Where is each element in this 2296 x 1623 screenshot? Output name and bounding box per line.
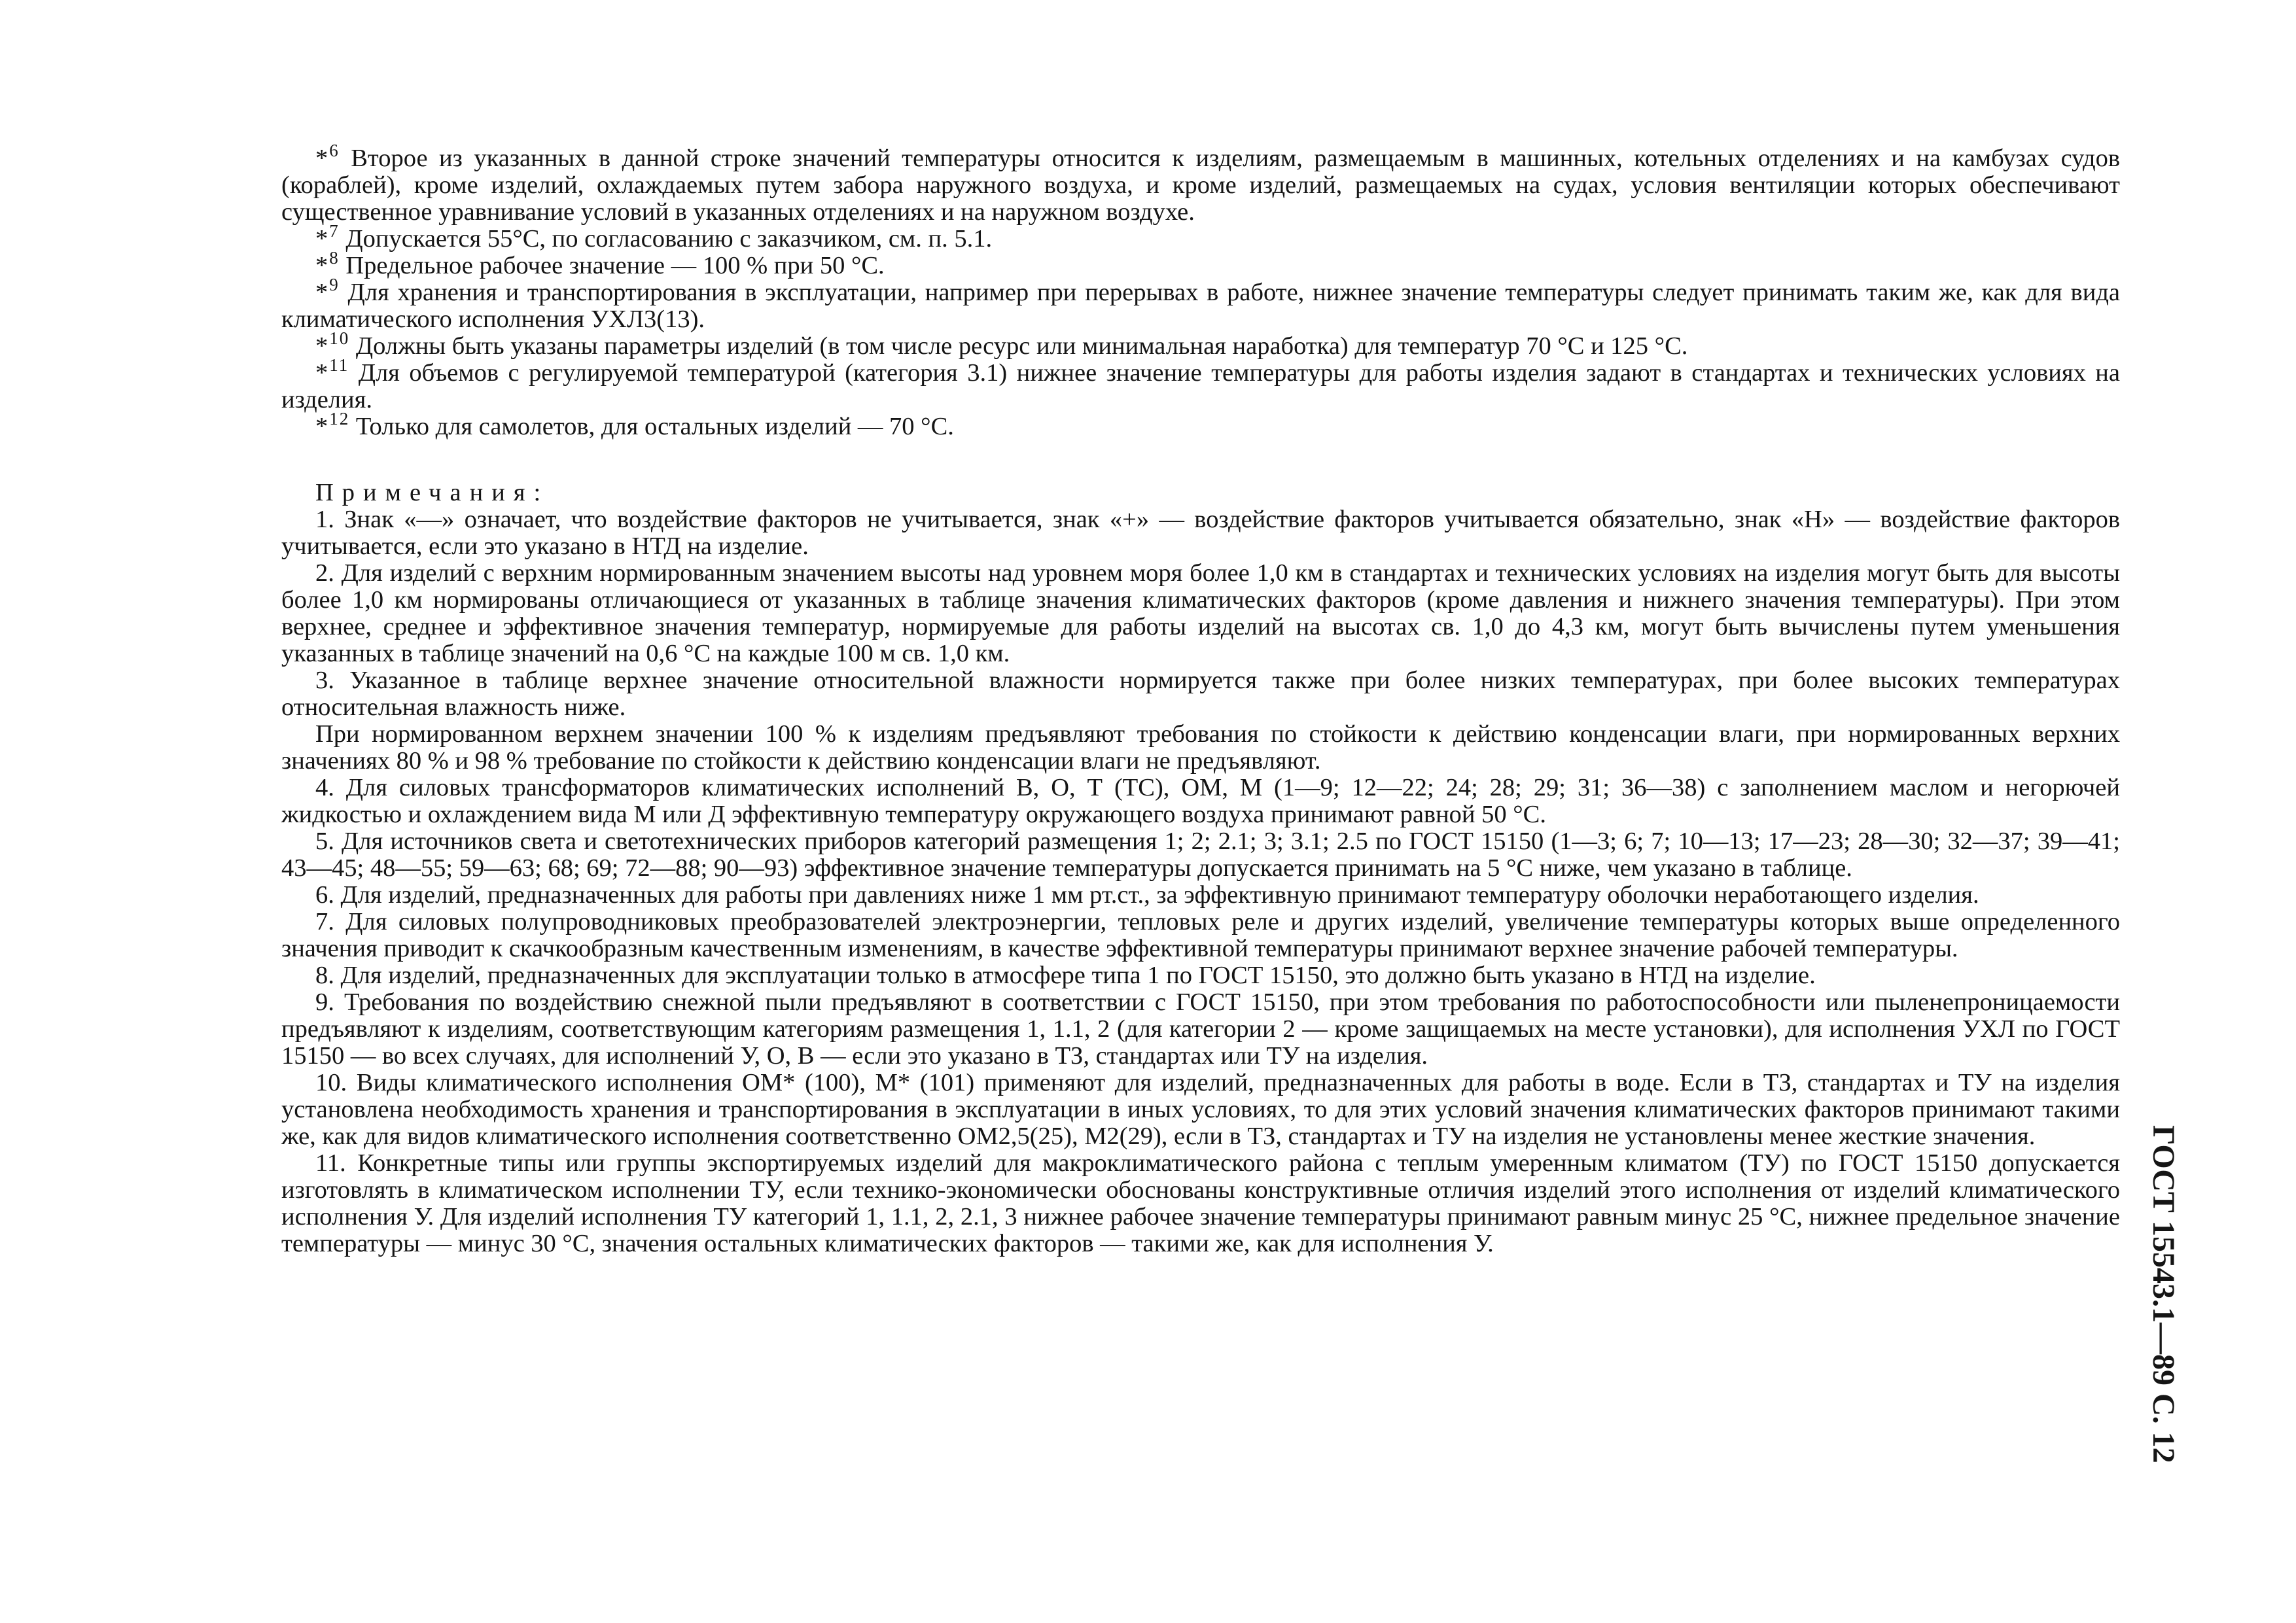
footnote-text: Предельное рабочее значение — 100 % при 50 °С. xyxy=(345,252,885,279)
footnote-marker: *$^{11}$ xyxy=(315,355,349,387)
note-9: 9. Требования по воздействию снежной пыли предъявляют в соответствии с ГОСТ 15150, при этом требования по работоспособности или пыленепроницаемости предъявляют к изделиям, соответствующим категориям размещения 1, 1.1, 2 (для категории 2 — кроме защищаемых на месте установки), для исполнения УХЛ по ГОСТ 15150 — во всех случаях, для исполнений У, О, В — если это указано в ТЗ, стандартах или ТУ на изделия. xyxy=(281,988,2120,1070)
footnote-10 xyxy=(281,328,2120,360)
footnote-8 xyxy=(281,248,2120,279)
note-4: 4. Для силовых трансформаторов климатических исполнений В, О, Т (ТС), ОМ, М (1—9; 12—22; 24; 28; 29; 31; 36—38) с заполнением маслом и негорючей жидкостью и охлаждением вида М или Д эффективную температуру окружающего воздуха принимают равной 50 °С. xyxy=(281,774,2120,828)
note-2: 2. Для изделий с верхним нормированным значением высоты над уровнем моря более 1,0 км в стандартах и технических условиях на изделия могут быть для высоты более 1,0 км нормированы отличающиеся от указанных в таблице значения климатических факторов (кроме давления и нижнего значения температуры). При этом верхнее, среднее и эффективное значения температур, нормируемые для работы изделий на высотах св. 1,0 до 4,3 км, могут быть вычислены путем уменьшения указанных в таблице значений на 0,6 °С на каждые 100 м св. 1,0 км. xyxy=(281,559,2120,667)
footnotes-section xyxy=(281,141,2121,440)
page-body xyxy=(281,141,2121,1257)
footnote-9 xyxy=(281,275,2120,333)
footnote-text: Для хранения и транспортирования в эксплуатации, например при перерывах в работе, нижнее значение температуры следует принимать таким же, как для вида климатического исполнения УХЛ3(13). xyxy=(281,279,2120,333)
note-1: 1. Знак «—» означает, что воздействие факторов не учитывается, знак «+» — воздействие факторов учитывается обязательно, знак «Н» — воздействие факторов учитывается, если это указано в НТД на изделие. xyxy=(281,506,2120,560)
footnote-marker: *$^7$ xyxy=(315,221,340,253)
footnote-marker: *$^8$ xyxy=(315,248,340,279)
note-10: 10. Виды климатического исполнения ОМ* (100), М* (101) применяют для изделий, предназначенных для работы в воде. Если в ТЗ, стандартах и ТУ на изделия установлена необходимость хранения и транспортирования в эксплуатации в иных условиях, то для этих условий значения климатических факторов принимают такими же, как для видов климатического исполнения соответственно ОМ2,5(25), М2(29), если в ТЗ, стандартах и ТУ на изделия не установлены менее жесткие значения. xyxy=(281,1069,2120,1150)
footnote-7 xyxy=(281,221,2120,253)
note-8: 8. Для изделий, предназначенных для эксплуатации только в атмосфере типа 1 по ГОСТ 15150, это должно быть указано в НТД на изделие. xyxy=(315,962,1816,989)
footnote-marker: *$^{10}$ xyxy=(315,328,350,360)
footnote-text: Второе из указанных в данной строке значений температуры относится к изделиям, размещаемым в машинных, котельных отделениях и на камбузах судов (кораблей), кроме изделий, охлаждаемых путем забора наружного воздуха, и кроме изделий, размещаемых на судах, условия вентиляции которых обеспечивают существенное уравнивание условий в указанных отделениях и на наружном воздухе. xyxy=(281,145,2121,226)
running-head: ГОСТ 15543.1—89 С. 12 xyxy=(2146,1125,2181,1463)
footnote-11 xyxy=(281,355,2120,413)
footnote-marker: *$^6$ xyxy=(315,141,340,172)
notes-section xyxy=(281,480,2120,1257)
note-11: 11. Конкретные типы или группы экспортируемых изделий для макроклиматического района с теплым умеренным климатом (ТУ) по ГОСТ 15150 допускается изготовлять в климатическом исполнении ТУ, если технико-экономически обоснованы конструктивные отличия изделий этого исполнения от изделий климатического исполнения У. Для изделий исполнения ТУ категорий 1, 1.1, 2, 2.1, 3 нижнее рабочее значение температуры принимают равным минус 25 °С, нижнее предельное значение температуры — минус 30 °С, значения остальных климатических факторов — такими же, как для исполнения У. xyxy=(281,1149,2120,1257)
note-3: 3. Указанное в таблице верхнее значение относительной влажности нормируется также при более низких температурах, при более высоких температурах относительная влажность ниже. xyxy=(281,667,2120,721)
footnote-text: Только для самолетов, для остальных изделий — 70 °С. xyxy=(355,413,954,440)
footnote-text: Для объемов с регулируемой температурой (категория 3.1) нижнее значение температуры для работы изделия задают в стандартах и технических условиях на изделия. xyxy=(281,359,2120,413)
notes-heading: Примечания: xyxy=(315,479,550,506)
footnote-text: Должны быть указаны параметры изделий (в том числе ресурс или минимальная наработка) для температур 70 °С и 125 °С. xyxy=(355,332,1688,360)
note-7: 7. Для силовых полупроводниковых преобразователей электроэнергии, тепловых реле и других изделий, увеличение температуры которых выше определенного значения приводит к скачкообразным качественным изменениям, в качестве эффективной температуры принимают верхнее значение рабочей температуры. xyxy=(281,908,2120,962)
footnote-marker: *$^9$ xyxy=(315,275,340,306)
footnote-12 xyxy=(281,409,2120,440)
footnote-6 xyxy=(281,141,2121,226)
footnote-marker: *$^{12}$ xyxy=(315,409,350,440)
note-3-continued: При нормированном верхнем значении 100 % к изделиям предъявляют требования по стойкости к действию конденсации влаги, при нормированных верхних значениях 80 % и 98 % требование по стойкости к действию конденсации влаги не предъявляют. xyxy=(281,720,2120,775)
footnote-text: Допускается 55°С, по согласованию с заказчиком, см. п. 5.1. xyxy=(345,225,993,253)
note-6: 6. Для изделий, предназначенных для работы при давлениях ниже 1 мм рт.ст., за эффективную принимают температуру оболочки неработающего изделия. xyxy=(315,881,1979,909)
note-5: 5. Для источников света и светотехнических приборов категорий размещения 1; 2; 2.1; 3; 3.1; 2.5 по ГОСТ 15150 (1—3; 6; 7; 10—13; 17—23; 28—30; 32—37; 39—41; 43—45; 48—55; 59—63; 68; 69; 72—88; 90—93) эффективное значение температуры допускается принимать на 5 °С ниже, чем указано в таблице. xyxy=(281,828,2120,882)
